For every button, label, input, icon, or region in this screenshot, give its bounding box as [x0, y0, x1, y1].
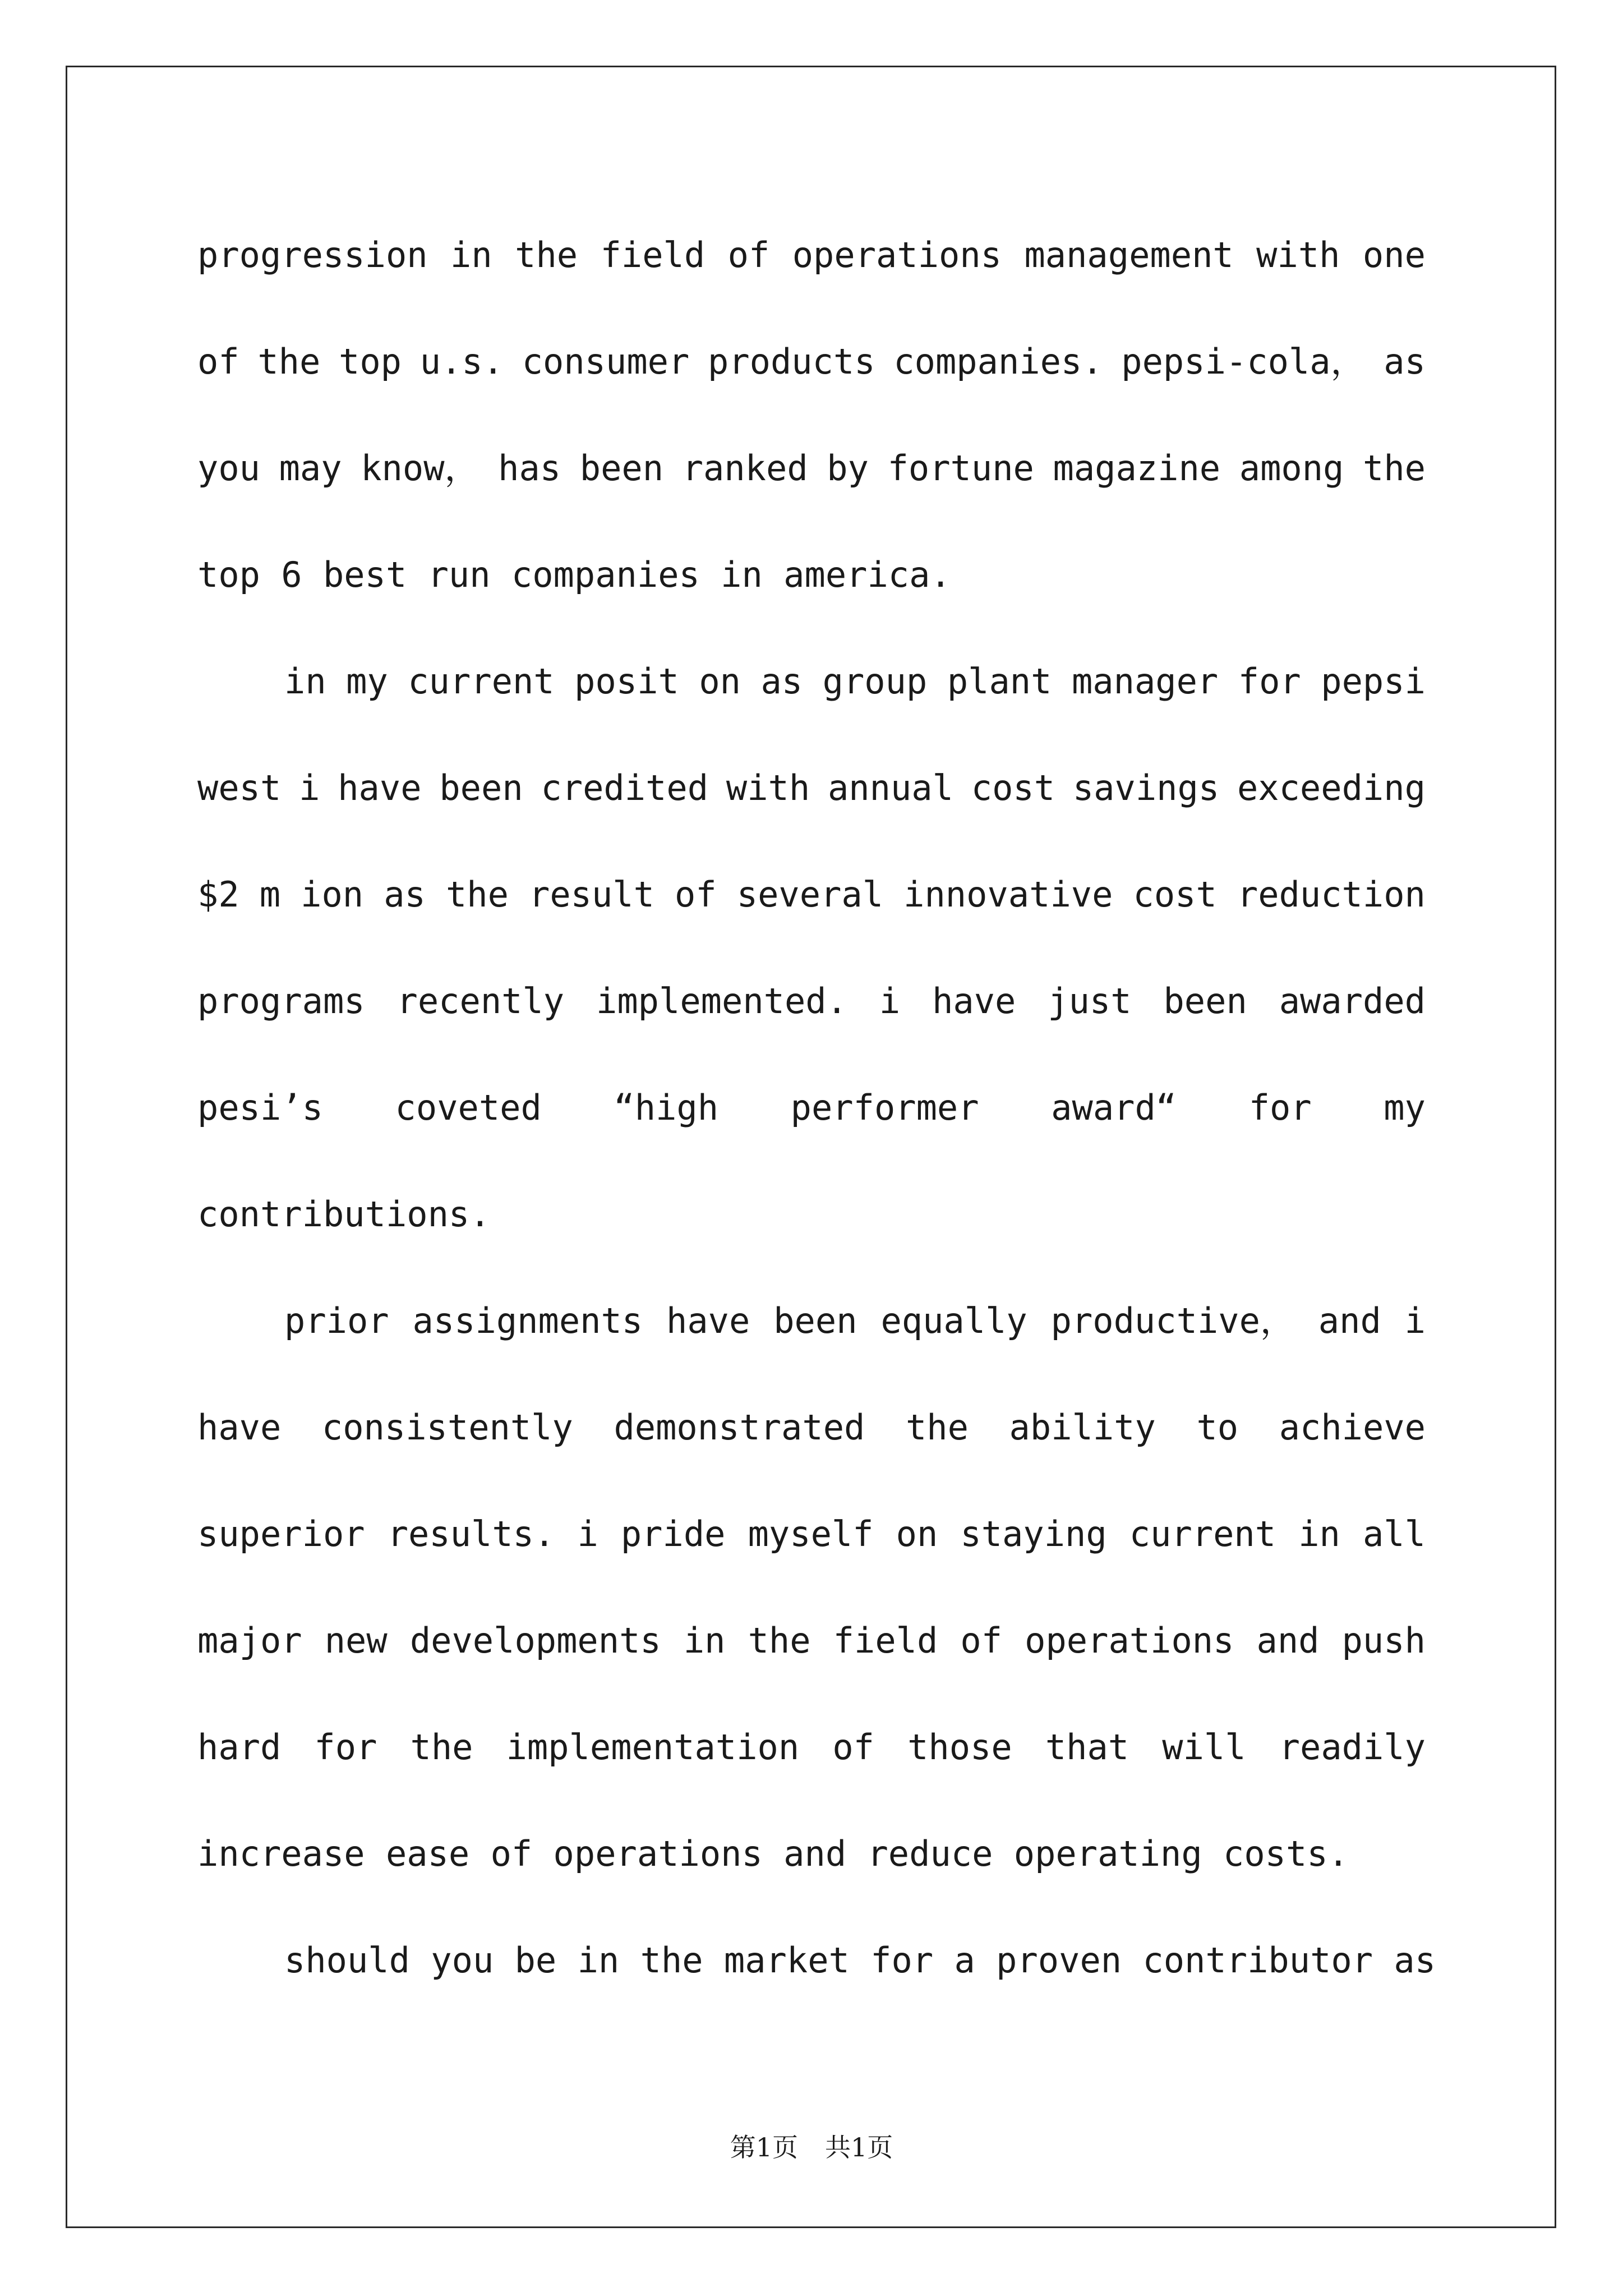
word: for [1248, 1087, 1312, 1128]
word: i [1404, 1300, 1426, 1341]
word: annual [827, 767, 953, 808]
word: in [284, 661, 326, 702]
word: field [833, 1620, 938, 1661]
word: results. [387, 1513, 555, 1554]
word: you [431, 1940, 494, 1981]
word: $2 [197, 874, 239, 915]
word: just [1048, 981, 1132, 1022]
text-line [197, 965, 1426, 1071]
word: hard [197, 1727, 282, 1768]
page-total: 共1页 [825, 2132, 893, 2162]
word: that [1045, 1727, 1129, 1768]
word: know， [361, 448, 479, 489]
word: top [339, 341, 402, 382]
word: cost [971, 767, 1055, 808]
word: fortune [887, 448, 1034, 489]
word: companies. [893, 341, 1103, 382]
text-line [197, 325, 1426, 432]
word: m [259, 874, 281, 915]
word: pepsi [1321, 661, 1426, 702]
text-line [197, 1818, 1426, 1924]
word: ion [301, 874, 364, 915]
word: have [197, 1407, 282, 1448]
word: be [514, 1940, 557, 1981]
word: several [736, 874, 884, 915]
word: of [727, 234, 770, 275]
word: of [960, 1620, 1003, 1661]
word: i [577, 1513, 598, 1554]
word: i [299, 767, 320, 808]
word: and [1256, 1620, 1320, 1661]
word: increase ease of operations and reduce operating costs. [197, 1833, 1349, 1874]
word: prior [284, 1300, 389, 1341]
word: of [675, 874, 717, 915]
word: implementation [506, 1727, 800, 1768]
word: operations [1025, 1620, 1234, 1661]
word: should [284, 1940, 410, 1981]
text-line [197, 1391, 1426, 1498]
word: market [723, 1940, 850, 1981]
text-line [197, 539, 1426, 645]
word: consistently [321, 1407, 573, 1448]
word: credited [541, 767, 709, 808]
word: for [1238, 661, 1301, 702]
word: in [450, 234, 492, 275]
word: on [699, 661, 741, 702]
word: programs [197, 981, 365, 1022]
word: plant [947, 661, 1052, 702]
word: my [346, 661, 388, 702]
word: as [1384, 341, 1426, 382]
word: developments [409, 1620, 661, 1661]
word: all [1362, 1513, 1426, 1554]
word: the [445, 874, 509, 915]
word: the [410, 1727, 473, 1768]
word: innovative [903, 874, 1113, 915]
text-line [197, 1285, 1426, 1391]
word: assignments [412, 1300, 643, 1341]
word: of [197, 341, 239, 382]
word: for [870, 1940, 934, 1981]
text-line [197, 645, 1426, 752]
word: proven [996, 1940, 1122, 1981]
word: cost [1133, 874, 1217, 915]
word: the [515, 234, 578, 275]
word: you [197, 448, 260, 489]
word: has [498, 448, 561, 489]
word: products [708, 341, 875, 382]
word: contributions. [197, 1194, 491, 1235]
text-line [197, 1498, 1426, 1604]
word: with [1256, 234, 1340, 275]
word: in [1298, 1513, 1340, 1554]
word: posit [574, 661, 679, 702]
word: management [1024, 234, 1234, 275]
word: my [1384, 1087, 1426, 1128]
word: readily [1279, 1727, 1426, 1768]
word: in [683, 1620, 726, 1661]
word: by [827, 448, 869, 489]
word: to [1196, 1407, 1239, 1448]
text-line [197, 1924, 1436, 2031]
word: ability [1009, 1407, 1156, 1448]
text-line [197, 219, 1426, 325]
word: i [879, 981, 901, 1022]
word: in [577, 1940, 620, 1981]
word: savings [1072, 767, 1220, 808]
word: staying [960, 1513, 1107, 1554]
word: the [905, 1407, 969, 1448]
word: west [197, 767, 282, 808]
word: the [257, 341, 321, 382]
word: recently [396, 981, 565, 1022]
word: with [726, 767, 810, 808]
word: on [896, 1513, 938, 1554]
word: manager [1071, 661, 1219, 702]
word: pepsi-cola， [1121, 341, 1366, 382]
word: equally [880, 1300, 1027, 1341]
word: consumer [522, 341, 690, 382]
page-footer [0, 2127, 1623, 2164]
word: ranked [682, 448, 808, 489]
word: implemented. [596, 981, 847, 1022]
word: of [832, 1727, 874, 1768]
word: among [1239, 448, 1344, 489]
word: those [907, 1727, 1012, 1768]
word: achieve [1279, 1407, 1426, 1448]
word: performer [790, 1087, 979, 1128]
word: magazine [1053, 448, 1221, 489]
word: awarded [1279, 981, 1426, 1022]
word: top 6 best run companies in america. [197, 554, 951, 595]
text-line [197, 752, 1426, 858]
word: field [600, 234, 706, 275]
word: been [579, 448, 664, 489]
text-line [197, 1071, 1426, 1178]
word: superior [197, 1513, 365, 1554]
word: pride [620, 1513, 726, 1554]
word: have [666, 1300, 750, 1341]
word: a [954, 1940, 975, 1981]
word: award“ [1051, 1087, 1177, 1128]
word: as [384, 874, 426, 915]
word: pesi’s [197, 1087, 323, 1128]
word: new [324, 1620, 388, 1661]
text-line [197, 1711, 1426, 1818]
word: reduction [1237, 874, 1426, 915]
word: “high [614, 1087, 719, 1128]
word: have [338, 767, 422, 808]
word: exceeding [1237, 767, 1426, 808]
word: operations [792, 234, 1002, 275]
word: myself [748, 1513, 874, 1554]
word: the [640, 1940, 703, 1981]
word: have [932, 981, 1016, 1022]
text-line [197, 858, 1426, 965]
page-number: 第1页 [730, 2132, 798, 2162]
word: will [1162, 1727, 1246, 1768]
word: been [773, 1300, 857, 1341]
word: major [197, 1620, 302, 1661]
text-line [197, 1604, 1426, 1711]
text-line [197, 432, 1426, 539]
word: result [529, 874, 654, 915]
word: as [1394, 1940, 1436, 1981]
word: as [760, 661, 803, 702]
word: the [1363, 448, 1426, 489]
word: demonstrated [614, 1407, 865, 1448]
word: productive， [1050, 1300, 1295, 1341]
word: may [279, 448, 342, 489]
word: current [1129, 1513, 1276, 1554]
word: been [1163, 981, 1247, 1022]
word: been [439, 767, 523, 808]
document-body [197, 219, 1436, 2031]
word: current [408, 661, 555, 702]
word: the [748, 1620, 811, 1661]
word: for [314, 1727, 377, 1768]
word: coveted [395, 1087, 542, 1128]
word: group [822, 661, 928, 702]
word: u.s. [419, 341, 504, 382]
word: push [1341, 1620, 1426, 1661]
text-line [197, 1178, 1426, 1285]
word: and [1318, 1300, 1381, 1341]
word: contributor [1142, 1940, 1373, 1981]
word: one [1362, 234, 1426, 275]
word: progression [197, 234, 428, 275]
